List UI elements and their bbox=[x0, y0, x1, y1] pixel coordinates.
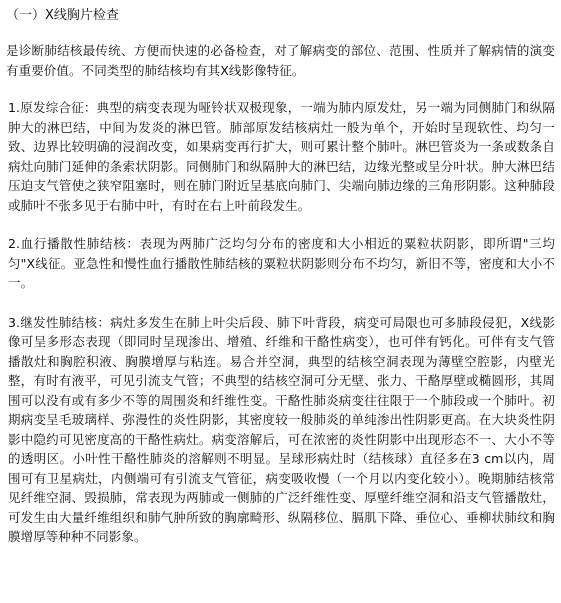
paragraph-secondary-tb: 3.继发性肺结核：病灶多发生在肺上叶尖后段、肺下叶背段，病变可局限也可多肺段侵犯，X线影像可呈多形态表现（即同时呈现渗出、增殖、纤维和干酪性病变），也可伴有钙化。可伴有支气管播散灶和胸腔积液、胸膜增厚与粘连。易合并空洞，典型的结核空洞表现为薄壁空腔影，内壁光整，有时有液平，可见引流支气管；不典型的结核空洞可分无壁、张力、干酪厚壁或椭圆形，其周围可以没有或有多少不等的周围炎和纤维性变。干酪性肺炎病变往往限于一个肺段或一个肺叶。初期病变呈毛玻璃样、弥漫性的炎性阴影，其密度较一般肺炎的单纯渗出性阴影更高。在大块炎性阴影中隐约可见密度高的干酪性病灶。病变溶解后，可在浓密的炎性阴影中出现形态不一、大小不等的透明区。小叶性干酪性肺炎的溶解则不明显。呈球形病灶时（结核球）直径多在3 cm以内，周围可有卫星病灶，内侧端可有引流支气管征，病变吸收慢（一个月以内变化较小）。晚期肺结核常见纤维空洞、毁损肺，常表现为两肺或一侧肺的广泛纤维性变、厚壁纤维空洞和沿支气管播散灶，可发生由大量纤维组织和肺气肿所致的胸廓畸形、纵隔移位、膈肌下降、垂位心、垂柳状肺纹和胸膜增厚等种种不同影象。 bbox=[8, 314, 555, 544]
paragraph-primary-complex: 1.原发综合征：典型的病变表现为哑铃状双极现象，一端为肺内原发灶，另一端为同侧肺门和纵隔肿大的淋巴结，中间为发炎的淋巴管。肺部原发结核病灶一般为单个，开始时呈现软性、均匀一致、边界比较明确的浸润改变，如果病变再行扩大，则可累计整个肺叶。淋巴管炎为一条或数条自病灶向肺门延伸的条索状阴影。同侧肺门和纵隔肿大的淋巴结，边缘光整或呈分叶状。肿大淋巴结压迫支气管使之狭窄阻塞时，则在肺门附近呈基底向肺门、尖端向肺边缘的三角形阴影。这种肺段或肺叶不张多见于右肺中叶，有时在右上叶前段发生。 bbox=[8, 100, 555, 213]
intro-paragraph: 是诊断肺结核最传统、方便而快速的必备检查，对了解病变的部位、范围、性质并了解病情的演变有重要价值。不同类型的肺结核均有其X线影像特征。 bbox=[6, 43, 555, 78]
section-heading: （一）X线胸片检查 bbox=[6, 8, 119, 23]
paragraph-hematogenous-tb: 2.血行播散性肺结核：表现为两肺广泛均匀分布的密度和大小相近的粟粒状阴影，即所谓"三均匀"X线征。亚急性和慢性血行播散性肺结核的粟粒状阴影则分布不均匀，新旧不等，密度和大小不一。 bbox=[8, 236, 555, 290]
